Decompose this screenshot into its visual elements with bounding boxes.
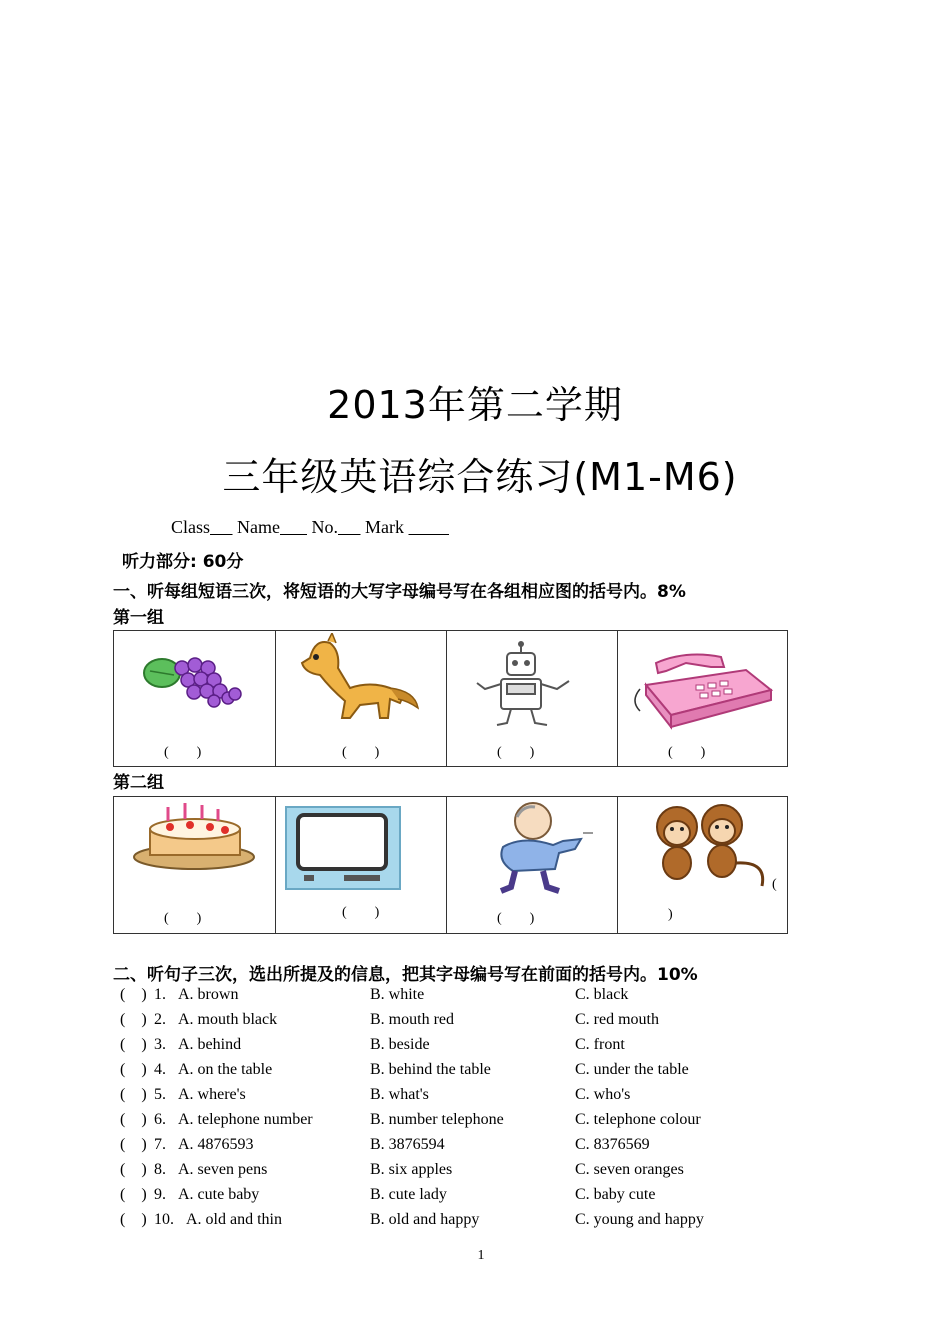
- option-b: B. white: [370, 986, 425, 1003]
- option-a: A. behind: [178, 1036, 242, 1053]
- option-c: C. under the table: [575, 1061, 689, 1078]
- option-a: A. old and thin: [186, 1211, 282, 1228]
- telephone-icon: [626, 645, 776, 735]
- group-2-cell-monkeys: [618, 797, 788, 933]
- option-b: B. behind the table: [370, 1061, 491, 1078]
- student-info-line: [171, 517, 449, 538]
- listening-part-label: 听力部分: 60分: [122, 552, 244, 572]
- option-c: C. baby cute: [575, 1186, 656, 1203]
- question-number: 9.: [154, 1186, 166, 1203]
- option-b: B. number telephone: [370, 1111, 504, 1128]
- section-2-heading: 二、听句子三次，选出所提及的信息，把其字母编号写在前面的括号内。10%: [113, 965, 698, 985]
- answer-paren-3[interactable]: ( ): [497, 745, 535, 760]
- answer-paren-8-open[interactable]: (: [772, 877, 777, 892]
- option-b: B. old and happy: [370, 1211, 480, 1228]
- answer-paren-4[interactable]: ( ): [668, 745, 706, 760]
- question-row: [120, 1211, 820, 1233]
- title-line-2: 三年级英语综合练习(M1-M6): [222, 455, 738, 499]
- question-row: [120, 1011, 820, 1033]
- group-1-cell-telephone: [618, 631, 788, 766]
- option-a: A. on the table: [178, 1061, 273, 1078]
- option-b: B. what's: [370, 1086, 429, 1103]
- option-c: C. who's: [575, 1086, 631, 1103]
- mark-label: Mark: [365, 517, 404, 537]
- answer-paren-6[interactable]: ( ): [342, 905, 380, 920]
- option-c: C. 8376569: [575, 1136, 650, 1153]
- option-b: B. six apples: [370, 1161, 453, 1178]
- answer-paren-2[interactable]: ( ): [342, 745, 380, 760]
- option-c: C. seven oranges: [575, 1161, 684, 1178]
- answer-bracket[interactable]: ( ): [120, 986, 147, 1003]
- option-c: C. telephone colour: [575, 1111, 701, 1128]
- question-row: [120, 1036, 820, 1058]
- option-a: A. telephone number: [178, 1111, 313, 1128]
- question-number: 4.: [154, 1061, 166, 1078]
- old-man-icon: [463, 799, 603, 895]
- question-number: 2.: [154, 1011, 166, 1028]
- cake-icon: [130, 799, 260, 879]
- group-1-label: 第一组: [113, 608, 164, 628]
- name-label: Name: [237, 517, 280, 537]
- page-number: 1: [477, 1248, 485, 1263]
- answer-paren-1[interactable]: ( ): [164, 745, 202, 760]
- group-2-label: 第二组: [113, 773, 164, 793]
- question-number: 3.: [154, 1036, 166, 1053]
- answer-bracket[interactable]: ( ): [120, 1011, 147, 1028]
- question-number: 1.: [154, 986, 166, 1003]
- group-1-cell-grapes: [114, 631, 276, 766]
- option-b: B. beside: [370, 1036, 430, 1053]
- option-c: C. black: [575, 986, 629, 1003]
- answer-bracket[interactable]: ( ): [120, 1086, 147, 1103]
- option-a: A. where's: [178, 1086, 246, 1103]
- option-a: A. brown: [178, 986, 239, 1003]
- option-a: A. 4876593: [178, 1136, 254, 1153]
- option-a: A. mouth black: [178, 1011, 278, 1028]
- question-number: 10.: [154, 1211, 174, 1228]
- grapes-icon: [132, 643, 252, 713]
- monkeys-icon: [632, 801, 782, 897]
- answer-bracket[interactable]: ( ): [120, 1161, 147, 1178]
- question-number: 7.: [154, 1136, 166, 1153]
- option-a: A. seven pens: [178, 1161, 268, 1178]
- group-2-cell-television: [276, 797, 447, 933]
- question-number: 8.: [154, 1161, 166, 1178]
- no-blank[interactable]: [338, 517, 361, 537]
- title-line-1: 2013年第二学期: [327, 383, 623, 427]
- option-c: C. front: [575, 1036, 625, 1053]
- name-blank[interactable]: [280, 517, 307, 537]
- robot-icon: [457, 639, 587, 729]
- answer-bracket[interactable]: ( ): [120, 1186, 147, 1203]
- answer-bracket[interactable]: ( ): [120, 1061, 147, 1078]
- answer-paren-7[interactable]: ( ): [497, 911, 535, 926]
- option-b: B. 3876594: [370, 1136, 445, 1153]
- section-1-heading: 一、听每组短语三次，将短语的大写字母编号写在各组相应图的括号内。8%: [113, 582, 686, 602]
- option-c: C. young and happy: [575, 1211, 704, 1228]
- option-b: B. mouth red: [370, 1011, 454, 1028]
- group-2-cell-cake: [114, 797, 276, 933]
- question-number: 6.: [154, 1111, 166, 1128]
- question-number: 5.: [154, 1086, 166, 1103]
- class-blank[interactable]: [210, 517, 233, 537]
- question-row: [120, 1186, 820, 1208]
- option-c: C. red mouth: [575, 1011, 659, 1028]
- answer-bracket[interactable]: ( ): [120, 1036, 147, 1053]
- answer-bracket[interactable]: ( ): [120, 1211, 147, 1228]
- question-row: [120, 1086, 820, 1108]
- question-row: [120, 986, 820, 1008]
- answer-paren-5[interactable]: ( ): [164, 911, 202, 926]
- answer-bracket[interactable]: ( ): [120, 1136, 147, 1153]
- horse-icon: [290, 633, 420, 723]
- answer-bracket[interactable]: ( ): [120, 1111, 147, 1128]
- no-label: No.: [311, 517, 338, 537]
- group-1-picture-table: [113, 630, 788, 767]
- question-row: [120, 1061, 820, 1083]
- group-2-cell-old-man: [447, 797, 618, 933]
- answer-paren-8-close: ): [668, 907, 673, 922]
- question-row: [120, 1161, 820, 1183]
- class-label: Class: [171, 517, 211, 537]
- group-1-cell-horse: [276, 631, 447, 766]
- group-1-cell-robot: [447, 631, 618, 766]
- question-row: [120, 1111, 820, 1133]
- mark-blank[interactable]: [409, 517, 450, 537]
- option-b: B. cute lady: [370, 1186, 447, 1203]
- group-2-picture-table: [113, 796, 788, 934]
- question-row: [120, 1136, 820, 1158]
- television-icon: [284, 805, 404, 891]
- option-a: A. cute baby: [178, 1186, 260, 1203]
